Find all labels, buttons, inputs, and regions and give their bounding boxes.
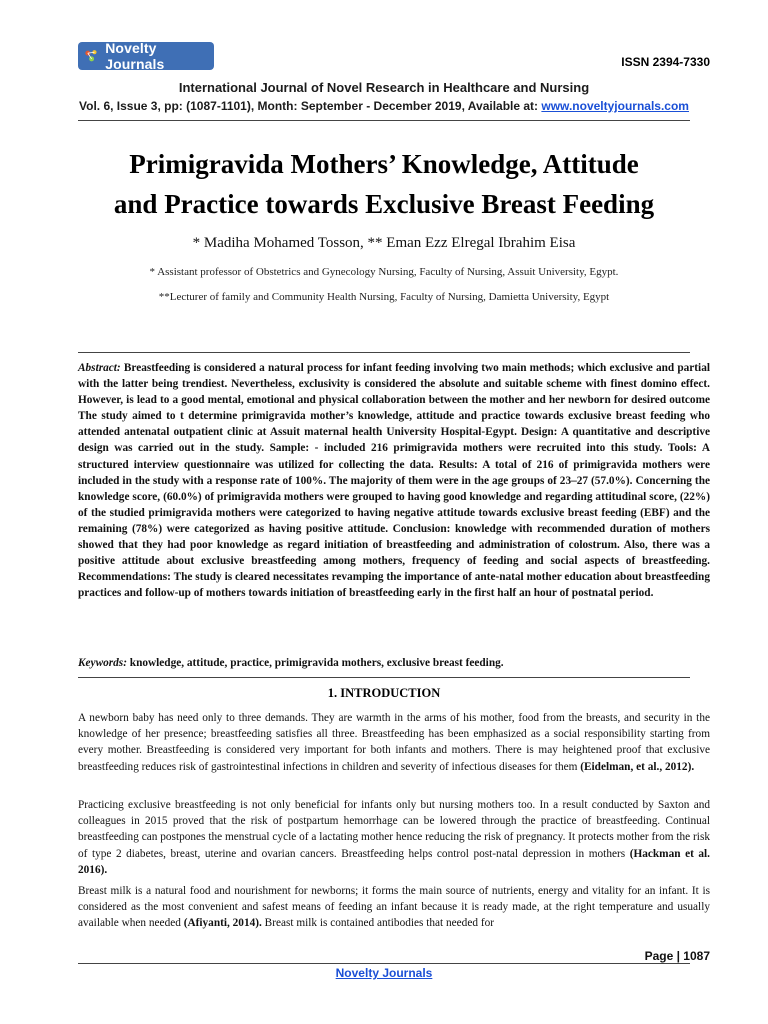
authors: * Madiha Mohamed Tosson, ** Eman Ezz Elregal Ibrahim Eisa: [192, 235, 576, 251]
paragraph-3-tail: Breast milk is contained antibodies that needed for: [261, 917, 494, 930]
affiliation-2: **Lecturer of family and Community Health Nursing, Faculty of Nursing, Damietta University, Egypt: [158, 291, 610, 303]
publisher-link[interactable]: Novelty Journals: [335, 966, 433, 980]
keywords-text: knowledge, attitude, practice, primigravida mothers, exclusive breast feeding.: [129, 657, 504, 669]
paragraph-3: [78, 883, 710, 932]
abstract-top-divider: [78, 352, 690, 353]
journal-logo: [78, 42, 214, 70]
abstract-label: Abstract:: [78, 362, 121, 374]
abstract: [78, 360, 710, 601]
header-divider: [78, 120, 690, 121]
paragraph-2-text: Practicing exclusive breastfeeding is not only beneficial for infants only but nursing mothers too. In a result conducted by Saxton and colleagues in 2015 proved that the risk of postpartum hemorrhage can be lowered through the practice of breastfeeding. Continual breastfeeding can postpones the menstrual cycle of a lactating mother hence reducing the risk of pregnancy. It protects mother from the risk of type 2 diabetes, breast, uterine and ovarian cancers. Breastfeeding helps control post-natal depression in mothers: [78, 799, 710, 860]
issn: ISSN 2394-7330: [621, 55, 710, 69]
paragraph-2: [78, 797, 710, 878]
citation-afiyanti: (Afiyanti, 2014).: [183, 917, 262, 930]
volume-text: Vol. 6, Issue 3, pp: (1087-1101), Month: September - December 2019, Available at:: [79, 99, 542, 113]
affiliation-1: * Assistant professor of Obstetrics and Gynecology Nursing, Faculty of Nursing, Assuit University, Egypt.: [149, 266, 619, 278]
paragraph-1-text: A newborn baby has need only to three demands. They are warmth in the arms of his mother, food from the breasts, and security in the knowledge of her presence; breastfeeding satisfies all three. Breastfeeding has been emphasized as a social responsibility starting from every mother. Breastfeeding is considered very important for both infants and mothers. There is may heightened proof that exclusive breastfeeding reduces risk of gastrointestinal infections in children and severity of infectious diseases for them: [78, 712, 710, 773]
article-title: [40, 144, 728, 224]
abstract-bottom-divider: [78, 677, 690, 678]
abstract-text: Breastfeeding is considered a natural process for infant feeding involving two main methods; which exclusive and partial with the latter being trendiest. Nevertheless, exclusivity is considered the absolute and suitable scheme with finest domino effect. However, is lead to a good mental, emotional and physical collaboration between the mother and her newborn for desired outcome The study aimed to t determine primigravida mother’s knowledge, attitude and practice towards exclusive breast feeding who attended antenatal outpatient clinic at Assuit maternal health University Hospital-Egypt. Design: A quantitative and descriptive design was carried out in the study. Sample: - included 216 primigravida mothers were recruited into this study. Tools: A structured interview questionnaire was utilized for collecting the data. Results: A total of 216 of primigravida mothers were included in the study with a response rate of 100%. The majority of them were in the age groups of 23–27 (57.0%). Concerning the knowledge score, (60.0%) of primigravida mothers were grouped to having good knowledge and regarding attitudinal score, (22%) of the studied primigravida mothers were categorized to having negative attitude towards exclusive breast feeding (EBF) and the remaining (78%) were categorized as having positive attitude. Conclusion: knowledge with recommended duration of mothers showed that they had poor knowledge as regard initiation of breastfeeding and administration of colostrum. Also, there was a positive attitude about exclusive breastfeeding among mothers, frequency of feeding and social aspects of breastfeeding. Recommendations: The study is cleared necessitates revamping the importance of ante-natal mother education about breastfeeding practices and follow-up of mothers towards initiation of breastfeeding early in the first half an hour of postnatal period.: [78, 362, 710, 600]
section-heading: 1. INTRODUCTION: [327, 686, 441, 700]
citation-eidelman: (Eidelman, et al., 2012).: [580, 760, 695, 773]
logo-text: Novelty Journals: [105, 40, 165, 72]
journal-name: International Journal of Novel Research in Healthcare and Nursing: [178, 80, 590, 95]
volume-info: [0, 99, 768, 113]
keywords: [78, 657, 710, 669]
keywords-label: Keywords:: [78, 657, 127, 669]
journal-website-link[interactable]: www.noveltyjournals.com: [541, 99, 689, 113]
page-number: Page | 1087: [644, 949, 710, 963]
paragraph-1: [78, 710, 710, 775]
footer: [0, 966, 768, 980]
paragraph-3-text: Breast milk is a natural food and nourishment for newborns; it forms the main source of nutrients, energy and vitality for an infant. It is considered as the most convenient and safest means of feeding an infant because it is ready made, at the right temperature and usually available when needed: [78, 885, 710, 930]
molecule-icon: [84, 48, 99, 64]
title-line-1: Primigravida Mothers’ Knowledge, Attitude: [129, 149, 639, 179]
title-line-2: and Practice towards Exclusive Breast Feeding: [113, 189, 655, 219]
citation-hackman: (Hackman et al. 2016).: [78, 847, 710, 876]
footer-divider: [78, 963, 690, 964]
